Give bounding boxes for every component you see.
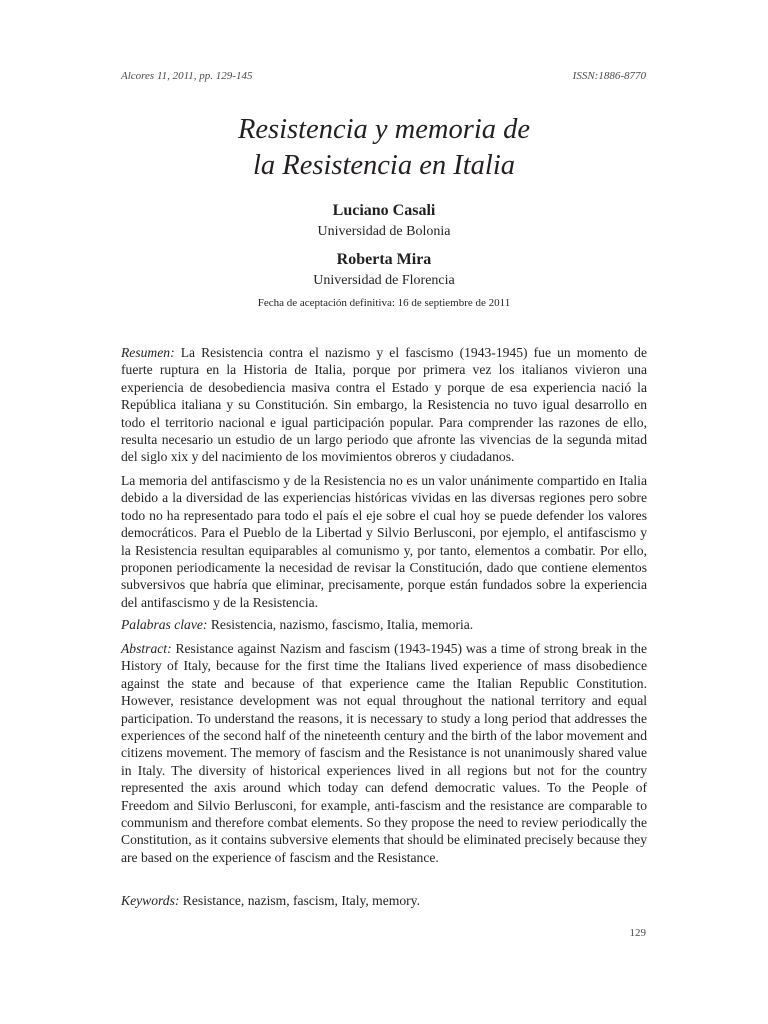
author-affiliation: Universidad de Florencia	[313, 273, 455, 288]
abstract-label: Abstract:	[121, 641, 172, 656]
resumen-paragraph	[121, 344, 647, 466]
palabras-clave-label: Palabras clave:	[121, 617, 208, 632]
page-number: 129	[629, 927, 646, 939]
resumen-label: Resumen:	[121, 345, 175, 360]
title-line-1: Resistencia y memoria de	[237, 114, 531, 145]
author-name: Luciano Casali	[332, 202, 436, 219]
abstract-text: Resistance against Nazism and fascism (1943-1945) was a time of strong break in the History of Italy, because for the first time the Italians lived experience of mass disobedience against the state and because of that experience came the Italian Republic Constitution. However, resistance development was not equal throughout the national territory and equal participation. To understand the reasons, it is necessary to study a long period that addresses the experiences of the second half of the nineteenth century and the birth of the labor movement and citizens movement. The memory of fascism and the Resistance is not unanimously shared value in Italy. The diversity of historical experiences lived in all regions but not for the country represented the axis around which today can defend democratic values. To the People of Freedom and Silvio Berlusconi, for example, anti-fascism and the resistance are comparable to communism and therefore combat elements. So they propose the need to review periodically the Constitution, as it contains subversive elements that should be eliminated precisely because they are based on the experience of fascism and the Resistance.	[121, 641, 647, 865]
keywords-paragraph	[121, 892, 647, 909]
resumen-paragraph-2: La memoria del antifascismo y de la Resistencia no es un valor unánimente compartido en Italia debido a la diversidad de las experiencias históricas vividas en las diversas regiones pero sobre todo no ha representado para todo el país el eje sobre el cual hoy se puede defender los valores democráticos. Para el Pueblo de la Libertad y Silvio Berlusconi, por ejemplo, el antifascismo y la Resistencia resultan equiparables al comunismo y, por tanto, elementos a combatir. Por ello, proponen periodicamente la necesidad de revisar la Constitución, dado que contiene elementos subversivos que habría que eliminar, precisamente, porque están fundados sobre la experiencia del antifascismo y de la Resistencia.	[121, 473, 647, 610]
keywords-label: Keywords:	[121, 893, 180, 908]
resumen-text: La Resistencia contra el nazismo y el fascismo (1943-1945) fue un momento de fuerte ruptura en la Historia de Italia, porque por primera vez los italianos vivieron una experiencia de desobediencia masiva contra el Estado y porque de esa experiencia nació la República italiana y su Constitución. Sin embargo, la Resistencia no tuvo igual desarrollo en todo el territorio nacional e igual participación popular. Para comprender las razones de ello, resulta necesario un estudio de un largo periodo que afronte las vivencias de la segunda mitad del siglo xix y del nacimiento de los movimientos obreros y ciudadanos.	[121, 345, 647, 465]
abstract-paragraph	[121, 640, 647, 866]
article-title	[121, 112, 647, 184]
palabras-clave-text: Resistencia, nazismo, fascismo, Italia, memoria.	[207, 617, 474, 632]
issn: ISSN:1886-8770	[572, 70, 646, 82]
author-name: Roberta Mira	[336, 251, 432, 268]
title-line-2: la Resistencia en Italia	[253, 150, 515, 181]
acceptance-date: Fecha de aceptación definitiva: 16 de septiembre de 2011	[257, 297, 511, 309]
keywords-text: Resistance, nazism, fascism, Italy, memory.	[179, 893, 420, 908]
journal-citation: Alcores 11, 2011, pp. 129-145	[121, 70, 253, 82]
palabras-clave-paragraph	[121, 616, 647, 633]
author-affiliation: Universidad de Bolonia	[317, 224, 451, 239]
